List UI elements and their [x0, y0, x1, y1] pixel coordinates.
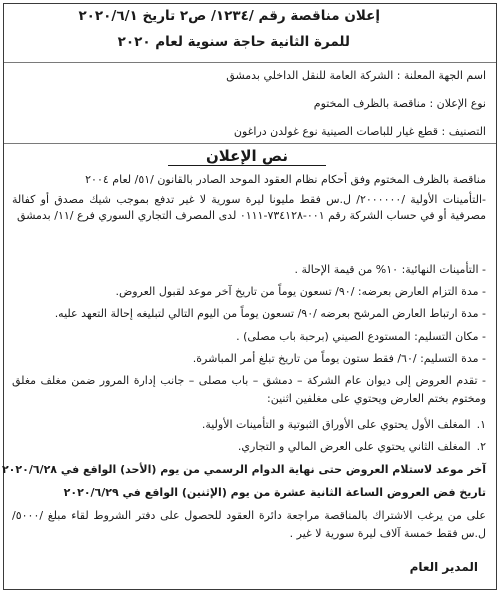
body-paragraph-law: مناقصة بالظرف المختوم وفق أحكام نظام العقود الموحد الصادر بالقانون /٥١/ لعام ٢٠٠٤ — [85, 173, 486, 186]
list-number: ١. — [476, 418, 486, 431]
body-paragraph-offer-commitment: - مدة التزام العارض بعرضه: /٩٠/ تسعون يوماً من تاريخ آخر موعد لقبول العروض. — [115, 285, 486, 298]
list-item — [238, 439, 486, 454]
divider — [4, 143, 496, 144]
body-paragraph-delivery-period: - مدة التسليم: /٦٠/ فقط ستون يوماً من تاريخ تبلغ أمر المباشرة. — [192, 352, 486, 365]
authority-line: اسم الجهة المعلنة : الشركة العامة للنقل الداخلي بدمشق — [226, 69, 486, 82]
title-underline — [168, 165, 326, 166]
signature: المدير العام — [409, 560, 478, 574]
announcement-text-title: نص الإعلان — [205, 147, 289, 165]
divider — [4, 62, 496, 63]
body-paragraph-initial-deposits: -التأمينات الأولية /٢٠٠٠٠٠٠/ ل.س فقط مليونا ليرة سورية لا غير تدفع بموجب شيك مصدق أو كفالة مصرفية أو في حساب الشركة رقم ٠٠١-٧٣٤١٢٨-٠١١١ لدى المصرف التجاري السوري فرع /١١/ بدمشق — [12, 193, 486, 222]
classification-line: التصنيف : قطع غيار للباصات الصينية نوع غولدن دراغون — [233, 125, 486, 138]
opening-date-line: تاريخ فض العروض الساعة الثانية عشرة من يوم (الإثنين) الواقع في ٢٠٢٠/٦/٢٩ — [63, 486, 486, 499]
body-paragraph-submission: - تقدم العروض إلى ديوان عام الشركة – دمشق – باب مصلى – جانب إدارة المرور ضمن مغلف مغلق ومختوم بختم العارض ويحتوي على مغلفين اثنين: — [12, 374, 486, 405]
announcement-number-heading: إعلان مناقصة رقم /١٢٣٤/ ص٢ تاريخ ٢٠٢٠/٦/١ — [78, 8, 380, 24]
announcement-type-line: نوع الإعلان : مناقصة بالظرف المختوم — [313, 97, 486, 110]
body-paragraph-bidder-binding: - مدة ارتباط العارض المرشح بعرضه /٩٠/ تسعون يوماً من اليوم التالي لتبليغه إحالة التعهد عليه. — [54, 307, 486, 320]
list-text: المغلف الأول يحتوي على الأوراق الثبوتية و التأمينات الأولية. — [201, 418, 471, 431]
announcement-subheading: للمرة الثانية حاجة سنوية لعام ٢٠٢٠ — [117, 34, 350, 50]
list-item — [202, 417, 486, 432]
body-paragraph-delivery-place: - مكان التسليم: المستودع الصيني (برحبة باب مصلى) . — [236, 330, 486, 343]
deadline-line: آخر موعد لاستلام العروض حتى نهاية الدوام الرسمي من يوم (الأحد) الواقع في ٢٠٢٠/٦/٢٨ — [1, 463, 486, 476]
list-text: المغلف الثاني يحتوي على العرض المالي و التجاري. — [237, 440, 471, 453]
body-paragraph-conditions-booklet: على من يرغب الاشتراك بالمناقصة مراجعة دائرة العقود للحصول على دفتر الشروط لقاء مبلغ /٥٠٠٠/ ل.س فقط خمسة آلاف ليرة سورية لا غير . — [12, 509, 486, 540]
body-paragraph-final-deposits: - التأمينات النهائية: ١٠% من قيمة الإحالة . — [294, 263, 486, 276]
list-number: ٢. — [476, 440, 486, 453]
